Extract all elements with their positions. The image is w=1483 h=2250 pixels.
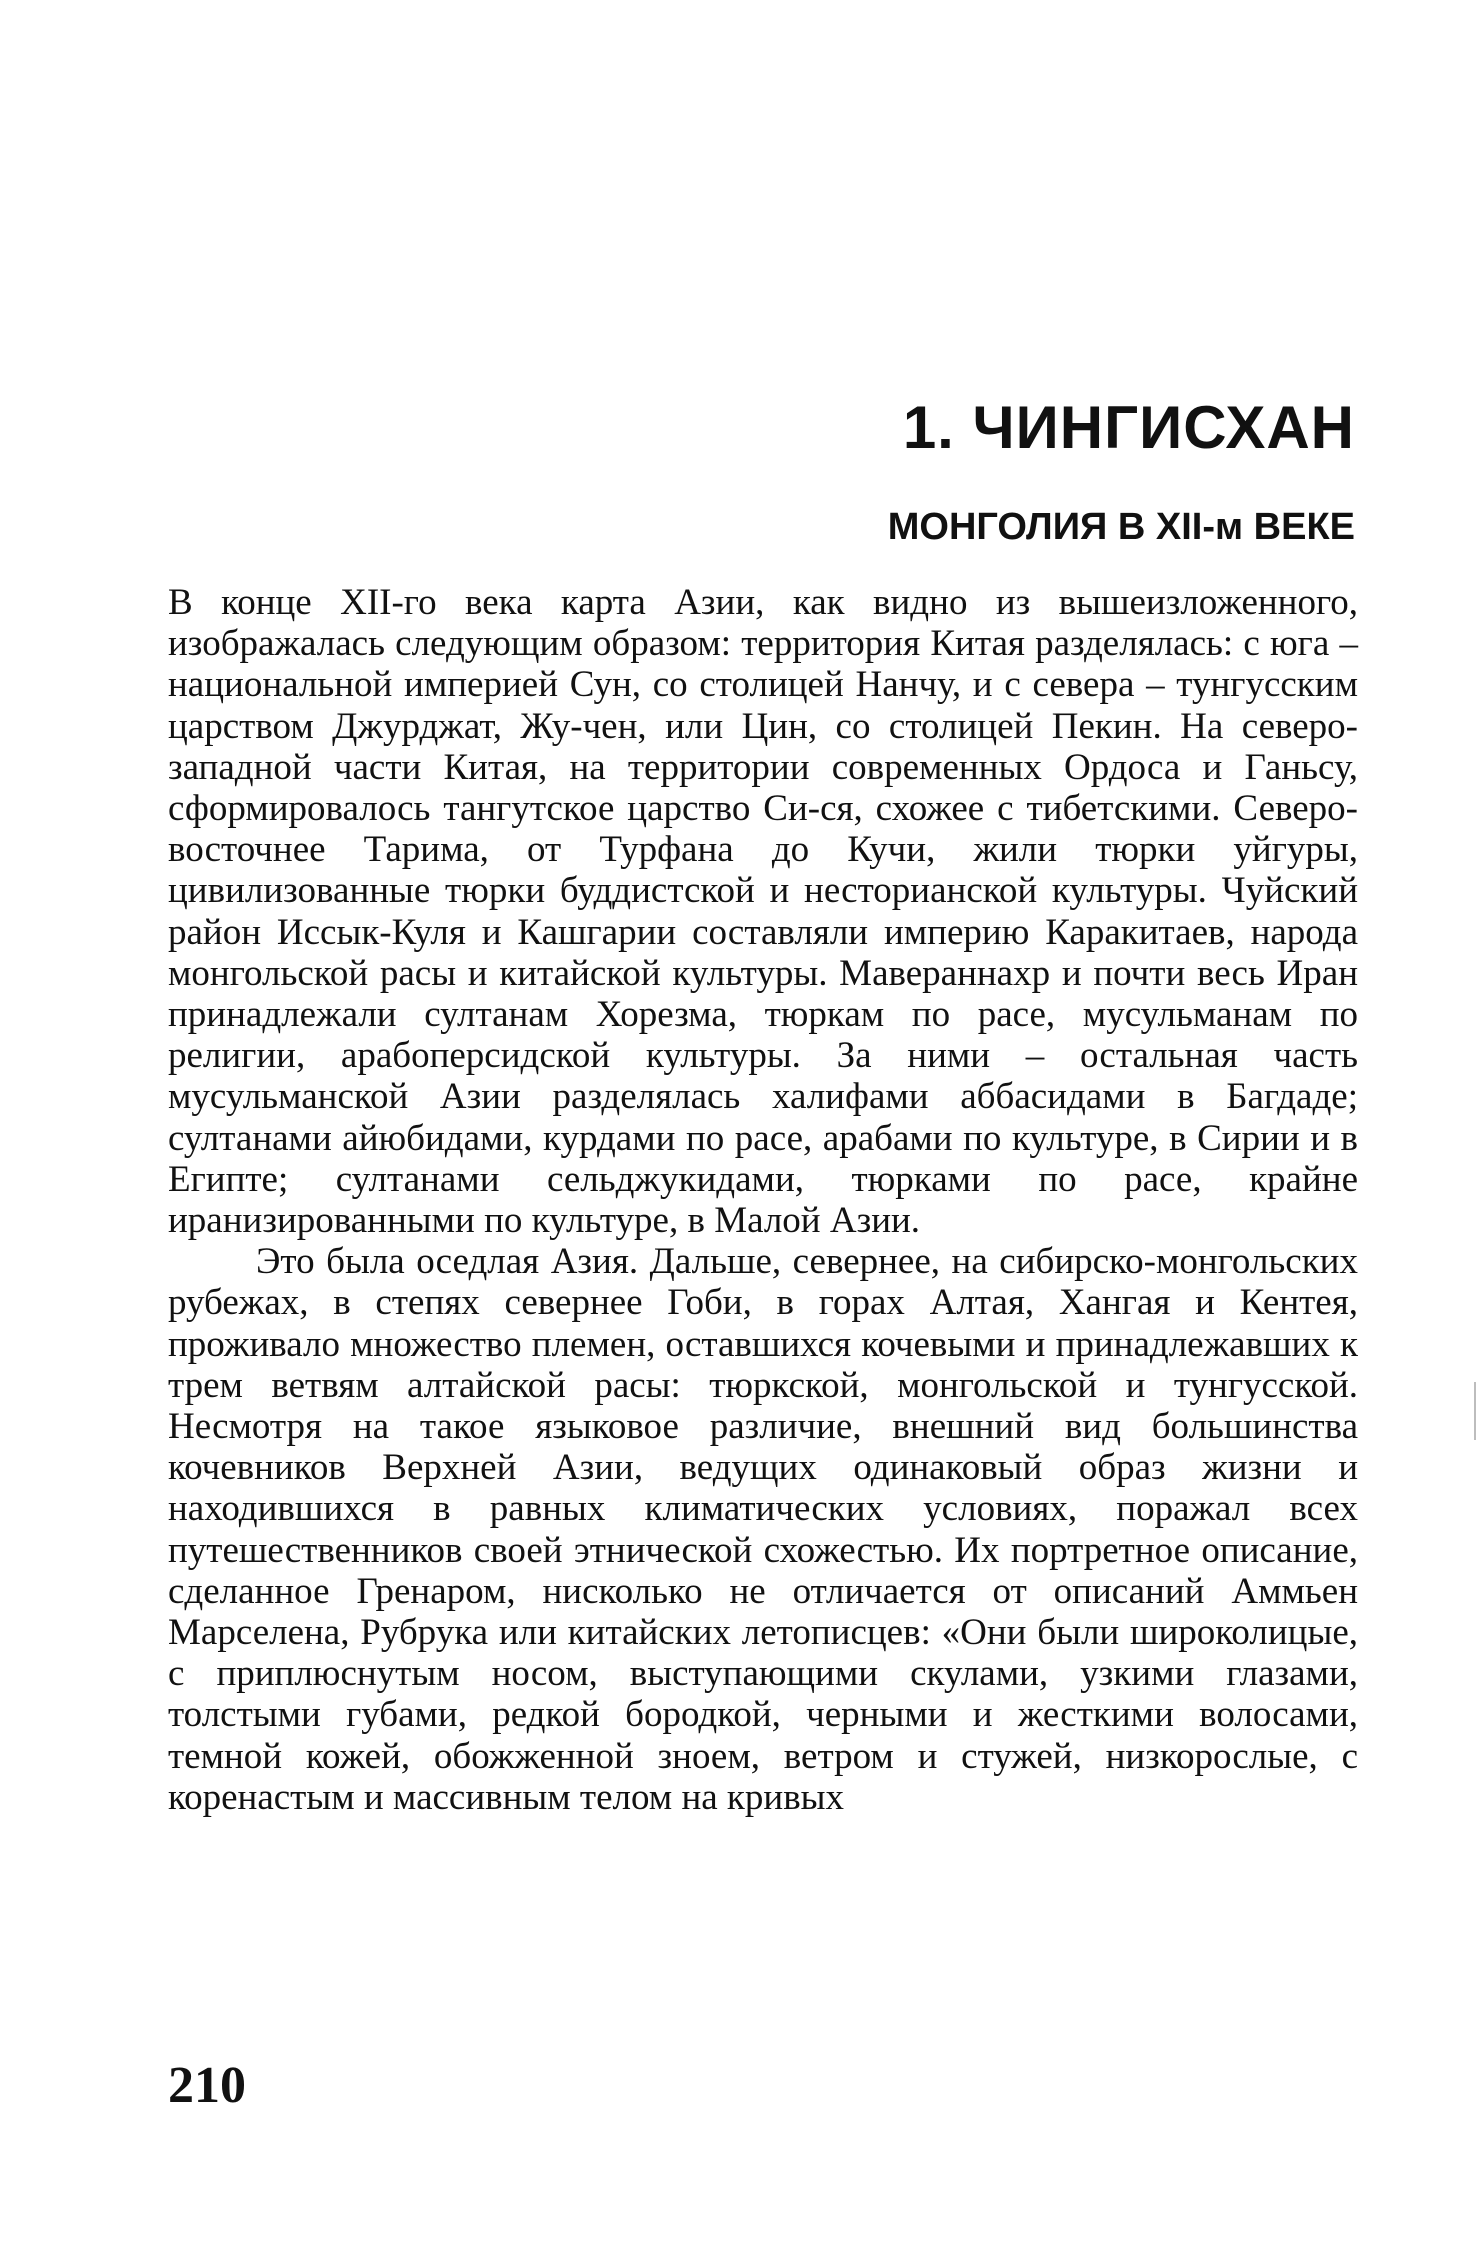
body-text [168, 582, 1358, 1818]
paragraph-1: В конце XII-го века карта Азии, как видно из вышеизложенного, изображалась следующим образом: территория Китая разделялась: с юга – национальной империей Сун, со столицей Нанчу, и с севера – тунгусским царством Джурджат, Жу-чен, или Цин, со столицей Пекин. На северо-западной части Китая, на территории современных Ордоса и Ганьсу, сформировалось тангутское царство Си-ся, схожее с тибетскими. Северо-восточнее Тарима, от Турфана до Кучи, жили тюрки уйгуры, цивилизованные тюрки буддистской и несторианской культуры. Чуйский район Иссык-Куля и Кашгарии составляли империю Каракитаев, народа монгольской расы и китайской культуры. Мавераннахр и почти весь Иран принадлежали султанам Хорезма, тюркам по расе, мусульманам по религии, арабоперсидской культуры. За ними – остальная часть мусульманской Азии разделялась халифами аббасидами в Багдаде; султанами айюбидами, курдами по расе, арабами по культуре, в Сирии и в Египте; султанами сельджукидами, тюрками по расе, крайне иранизированными по культуре, в Малой Азии. [168, 582, 1358, 1242]
scan-edge-mark [1474, 1382, 1476, 1440]
page-number: 210 [168, 2057, 246, 2114]
chapter-title: 1. ЧИНГИСХАН [902, 394, 1355, 461]
paragraph-2: Это была оседлая Азия. Дальше, севернее, на сибирско-монгольских рубежах, в степях севернее Гоби, в горах Алтая, Хангая и Кентея, проживало множество племен, оставшихся кочевыми и принадлежавших к трем ветвям алтайской расы: тюркской, монгольской и тунгусской. Несмотря на такое языковое различие, внешний вид большинства кочевников Верхней Азии, ведущих одинаковый образ жизни и находившихся в равных климатических условиях, поражал всех путешественников своей этнической схожестью. Их портретное описание, сделанное Гренаром, нисколько не отличается от описаний Аммьен Марселена, Рубрука или китайских летописцев: «Они были широколицые, с приплюснутым носом, выступающими скулами, узкими глазами, толстыми губами, редкой бородкой, черными и жесткими волосами, темной кожей, обожженной зноем, ветром и стужей, низкорослые, с коренастым и массивным телом на кривых [168, 1241, 1358, 1818]
section-title: МОНГОЛИЯ В XII-м ВЕКЕ [887, 506, 1355, 548]
